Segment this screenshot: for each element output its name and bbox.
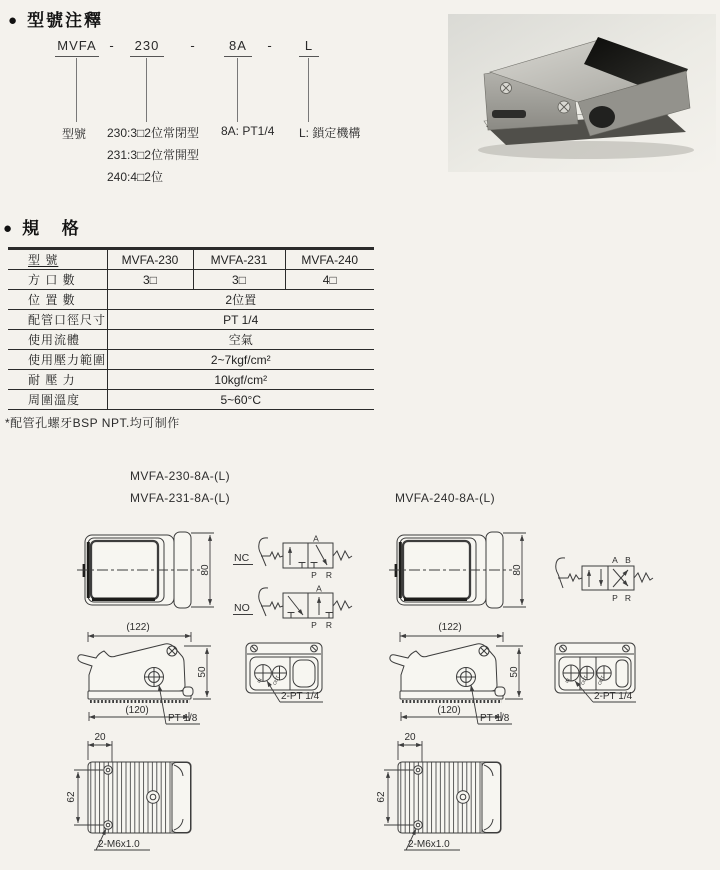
side-view-drawing-240 [387,617,529,729]
dim-width-label: (122) [126,622,150,633]
spec-cell: 空氣 [107,330,374,350]
section-spec-title [3,214,88,239]
nc-label: NC [234,552,250,564]
table-row [8,310,374,330]
pedal-profile [78,644,185,691]
table-row [8,330,374,350]
spec-cell: 10kgf/cm² [107,370,374,390]
table-row [8,270,374,290]
top-view-drawing-230 [78,528,218,620]
port-a-label: A [313,533,319,544]
port-r-label: R [325,570,333,580]
spec-cell: 2~7kgf/cm² [107,350,374,370]
dim-hole-y-label: 62 [66,791,77,803]
spec-row-label: 使用流體 [8,330,107,350]
spec-cell: 2位置 [107,290,374,310]
dim-height-label: 80 [512,564,523,576]
legend-line-port [237,58,238,122]
spec-header-label [8,249,107,270]
pedal-actuator-icon [259,538,268,566]
valve-symbol-4way [538,552,653,604]
mount-hole [414,821,423,830]
photo-hole [589,106,615,128]
legend-num-option-231: 231:3□2位常開型 [107,148,199,162]
port-b-label: B [625,555,631,565]
dim-hole-x-label: 20 [404,732,416,743]
spec-footnote: *配管孔螺牙BSP NPT.均可制作 [5,416,180,430]
table-row [8,370,374,390]
spec-table [8,247,374,410]
spec-row-label: 周圍溫度 [8,390,107,410]
port-out-label: OUT [596,674,606,686]
spring-icon [634,573,653,582]
dim-port-bottom-label: PT 1/8 [480,713,510,724]
pedal-actuator-icon [556,558,565,588]
section1-title-text: 型號注釋 [27,11,104,30]
spec-cell: 3□ [193,270,285,290]
model-code-base: MVFA [55,38,99,57]
photo-slot [492,110,526,118]
product-photo [448,14,716,172]
spec-cell: 3□ [107,270,193,290]
model-code-dash1: - [109,38,115,53]
dim-base-label: (120) [125,705,149,716]
port-p-label: P [311,570,317,580]
dim-hole-y-label: 62 [376,791,387,803]
dim-thread-label: 2-M6x1.0 [408,839,450,850]
model-code-lock: L [299,38,319,57]
spec-header-col: MVFA-240 [285,249,374,270]
end-view-drawing-230 [243,640,327,710]
bottom-view-drawing-240 [368,726,518,860]
section2-title-text: 規 格 [22,219,88,238]
spec-row-label: 使用壓力範圍 [8,350,107,370]
dim-width-label: (122) [438,622,462,633]
port-a-label: A [316,583,322,594]
dim-port-bottom-label: PT 1/8 [168,713,198,724]
table-row [8,390,374,410]
side-view-drawing-230 [75,617,217,729]
legend-line-number [146,58,147,122]
spec-row-label: 耐 壓 力 [8,370,107,390]
spec-row-label: 配管口徑尺寸 [8,310,107,330]
port-p-label: P [612,593,618,603]
spring-icon [333,601,352,610]
bottom-view-drawing-230 [58,726,208,860]
end-view-drawing-240 [553,640,639,710]
legend-port-label: 8A: PT1/4 [221,124,275,138]
legend-lock-label: L: 鎖定機構 [299,126,361,140]
spec-cell: 5~60°C [107,390,374,410]
mount-hole [104,766,113,775]
model-code-number: 230 [130,38,164,57]
table-row [8,249,374,270]
model-code-dash2: - [190,38,196,53]
spec-cell: PT 1/4 [107,310,374,330]
mount-hole [414,766,423,775]
no-label: NO [234,602,250,614]
valve-symbol-nc [226,534,356,580]
spec-header-col: MVFA-231 [193,249,285,270]
port-in-label: IN [564,677,571,684]
spec-header-label-text: 型 號 [28,253,59,267]
dim-side-height-label: 50 [197,666,208,678]
model-code-port: 8A [224,38,252,57]
table-row [8,350,374,370]
spec-row-label: 方 口 數 [8,270,107,290]
top-view-drawing-240 [390,528,530,620]
dim-hole-x-label: 20 [94,732,106,743]
legend-num-option-230: 230:3□2位常閉型 [107,126,199,140]
port-a-label: A [612,555,618,565]
pedal-actuator-icon [259,588,268,616]
port-p-label: P [311,620,317,630]
section-model-note-title [8,6,103,31]
port-r-label: R [325,620,333,630]
model-code-dash3: - [267,38,273,53]
dim-base-label: (120) [437,705,461,716]
center-hole [457,791,470,804]
legend-base-label: 型號 [62,127,87,141]
port-r-label: R [624,593,632,603]
table-row [8,290,374,310]
spring-icon [333,551,352,560]
port-out-label: OUT [271,674,281,686]
bullet-icon: ● [3,220,13,237]
spec-header-col: MVFA-230 [107,249,193,270]
dim-side-height-label: 50 [509,666,520,678]
port-out-label: OUT [579,674,589,686]
dim-ports-end-label: 2-PT 1/4 [594,691,633,702]
mount-hole [104,821,113,830]
dim-height-label: 80 [200,564,211,576]
drawing-label-240: MVFA-240-8A-(L) [395,491,496,505]
legend-line-base [76,58,77,122]
dim-thread-label: 2-M6x1.0 [98,839,140,850]
spec-cell: 4□ [285,270,374,290]
valve-symbol-no [226,584,356,630]
legend-line-lock [308,58,309,122]
drawing-label-230: MVFA-230-8A-(L) [130,469,231,483]
center-hole [147,791,160,804]
legend-num-option-240: 240:4□2位 [107,170,163,184]
pedal-profile [390,644,497,691]
dim-ports-end-label: 2-PT 1/4 [281,691,320,702]
drawing-label-231: MVFA-231-8A-(L) [130,491,231,505]
spec-row-label: 位 置 數 [8,290,107,310]
port-in-label: IN [256,677,263,684]
bullet-icon: ● [8,12,18,29]
